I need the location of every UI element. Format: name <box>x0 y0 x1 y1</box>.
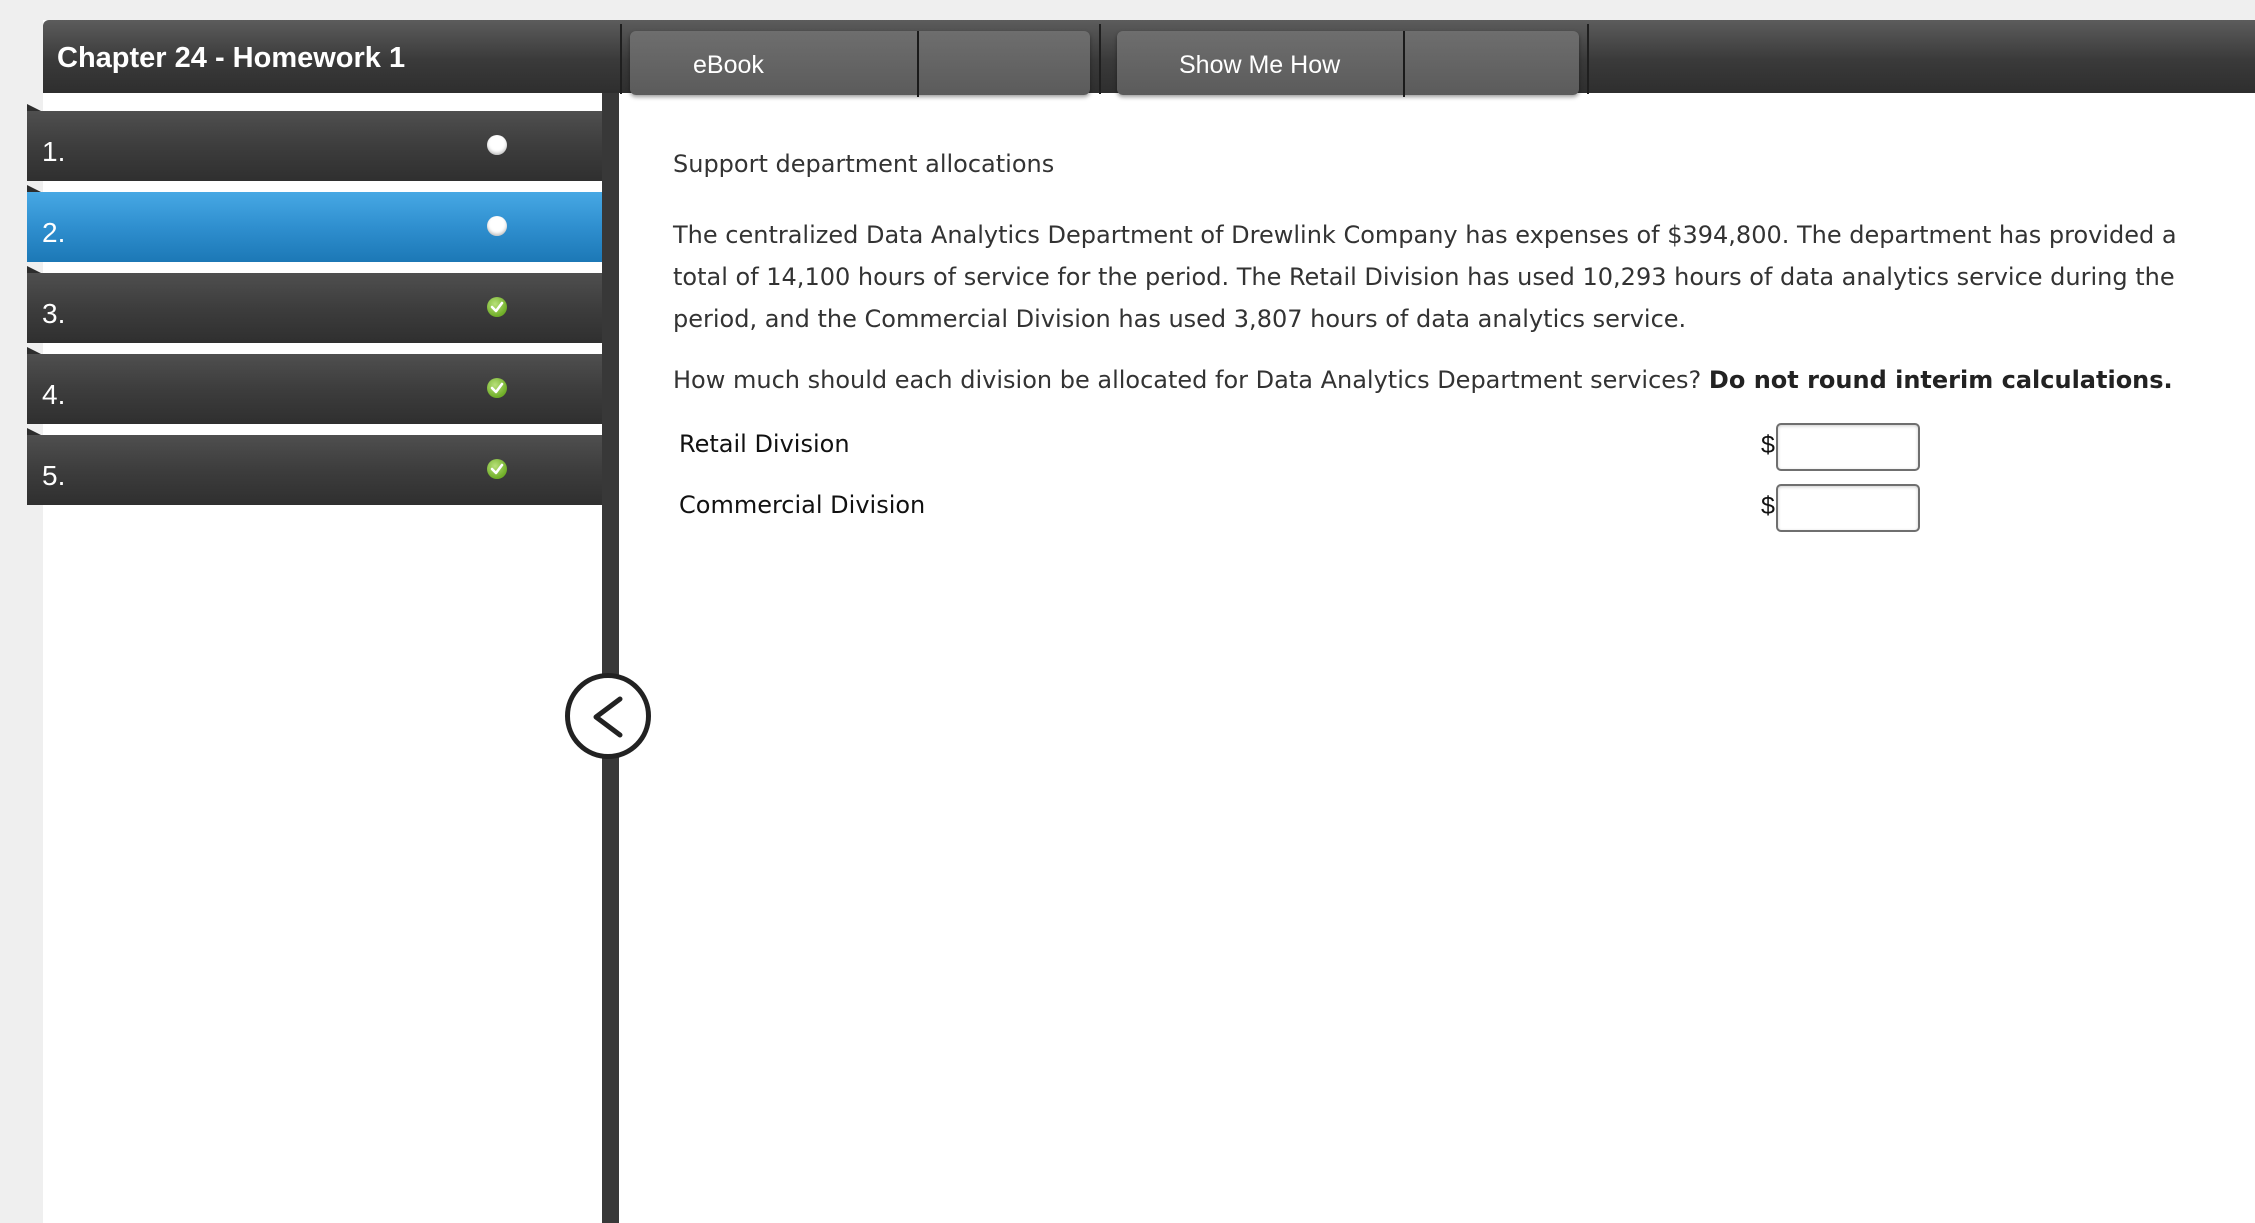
question-item-4[interactable] <box>27 354 603 424</box>
check-icon <box>487 459 507 479</box>
ebook-button[interactable] <box>630 31 1090 95</box>
question-number: 1. <box>42 136 66 167</box>
prompt-text: How much should each division be allocated for Data Analytics Department services? <box>673 366 1702 394</box>
question-prompt <box>673 366 2173 394</box>
show-me-how-button[interactable] <box>1117 31 1579 95</box>
commercial-division-input[interactable] <box>1776 484 1920 532</box>
instruction-text: Do not round interim calculations. <box>1708 366 2173 394</box>
question-sidebar <box>43 93 603 1223</box>
header-separator <box>1099 24 1101 94</box>
currency-symbol: $ <box>1761 431 1775 459</box>
show-me-how-button-label: Show Me How <box>1179 51 1341 79</box>
commercial-division-label: Commercial Division <box>679 491 926 519</box>
question-item-1[interactable] <box>27 111 603 181</box>
question-number: 3. <box>42 298 66 329</box>
check-icon <box>487 297 507 317</box>
question-heading: Support department allocations <box>673 150 1055 178</box>
retail-division-label: Retail Division <box>679 430 850 458</box>
chevron-left-icon <box>590 696 626 738</box>
tab-divider <box>917 31 919 97</box>
collapse-sidebar-button[interactable] <box>565 673 651 759</box>
assignment-title: Chapter 24 - Homework 1 <box>57 42 406 74</box>
header-separator <box>1587 24 1589 94</box>
currency-symbol: $ <box>1761 492 1775 520</box>
question-number: 2. <box>42 217 66 248</box>
question-item-2[interactable] <box>27 192 603 262</box>
sidebar-divider <box>602 93 619 1223</box>
ebook-button-label: eBook <box>693 51 764 79</box>
problem-text: The centralized Data Analytics Department of Drewlink Company has expenses of $394,800. The department has provided a total of 14,100 hours of service for the period. The Retail Division has used 10,293 hours of data analytics service during the period, and the Commercial Division has used 3,807 hours of data analytics service. <box>673 221 2177 333</box>
unanswered-status-icon <box>487 216 507 236</box>
question-number: 4. <box>42 379 66 410</box>
question-number: 5. <box>42 460 66 491</box>
unanswered-status-icon <box>487 135 507 155</box>
question-item-5[interactable] <box>27 435 603 505</box>
header-separator <box>620 24 622 94</box>
retail-division-input[interactable] <box>1776 423 1920 471</box>
check-icon <box>487 378 507 398</box>
question-item-3[interactable] <box>27 273 603 343</box>
tab-divider <box>1403 31 1405 97</box>
